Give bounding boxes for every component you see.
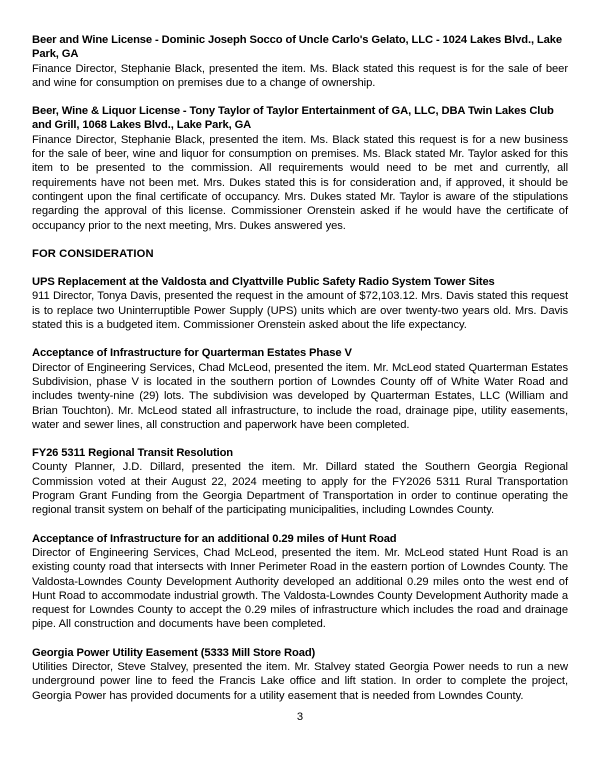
agenda-item-heading: Acceptance of Infrastructure for an additional 0.29 miles of Hunt Road [32, 532, 397, 545]
agenda-item-heading: Beer and Wine License - Dominic Joseph Socco of Uncle Carlo's Gelato, LLC - 1024 Lakes Blvd., Lake Park, GA [32, 34, 562, 61]
agenda-item-quarterman-estates-phase-v [32, 346, 568, 432]
agenda-item-body: 911 Director, Tonya Davis, presented the request in the amount of $72,103.12. Mrs. Davis stated this request is to replace two Uninterruptible Power Supply (UPS) units which are over twenty-two years old. Mrs. Davis stated this is a budgeted item. Commissioner Orenstein asked about the life expectancy. [32, 290, 568, 332]
page-number: 3 [296, 711, 304, 723]
agenda-item-body: Director of Engineering Services, Chad McLeod, presented the item. Mr. McLeod stated Quarterman Estates Subdivision, phase V is located in the southern portion of Lowndes County off of White Water Road and includes twenty-nine (29) lots. The subdivision was developed by Quarterman Estates, LLC (William and Brian Touchton). Mr. McLeod stated all infrastructure, to include the road, drainage pipe, utility easements, water and sewer lines, all construction and paperwork have been completed. [32, 361, 568, 431]
agenda-item-heading: Beer, Wine & Liquor License - Tony Taylor of Taylor Entertainment of GA, LLC, DBA Twin Lakes Club and Grill, 1068 Lakes Blvd., Lake Park, GA [32, 105, 554, 132]
agenda-item-heading: FY26 5311 Regional Transit Resolution [32, 447, 234, 460]
agenda-item-body: Finance Director, Stephanie Black, presented the item. Ms. Black stated this request is for a new business for the sale of beer, wine and liquor for consumption on premises. Ms. Black stated Mr. Taylor asked for this item to be presented to the commission. All requirements would need to be met and currently, all requirements have not been met. Mrs. Dukes stated this is for consideration and, if approved, it should be contingent upon the final certificate of occupancy. Mrs. Dukes stated Mr. Taylor is aware of the stipulations regarding the approval of this license. Commissioner Orenstein asked if he would have the certificate of occupancy prior to the next meeting, Mrs. Dukes answered yes. [32, 133, 568, 232]
document-body [32, 33, 568, 703]
agenda-item-fy26-5311-regional-transit-resolution [32, 446, 568, 517]
agenda-item-body: Utilities Director, Steve Stalvey, presented the item. Mr. Stalvey stated Georgia Power needs to run a new underground power line to feed the Francis Lake office and lift station. In order to complete the project, Georgia Power has provided documents for a utility easement that is needed from Lowndes County. [32, 660, 568, 702]
agenda-item-heading: Acceptance of Infrastructure for Quarterman Estates Phase V [32, 347, 352, 360]
agenda-item-heading: Georgia Power Utility Easement (5333 Mill Store Road) [32, 646, 316, 659]
agenda-item-georgia-power-utility-easement [32, 646, 568, 703]
agenda-item-body: Director of Engineering Services, Chad McLeod, presented the item. Mr. McLeod stated Hunt Road is an existing county road that intersects with Inner Perimeter Road in the eastern portion of Lowndes County. The Valdosta-Lowndes County Development Authority developed an additional 0.29 miles onto the west end of Hunt Road to accommodate industrial growth. The Valdosta-Lowndes County Development Authority made a request for Lowndes County to accept the 0.29 miles of infrastructure which includes the road and drainage pipe. All construction and documents have been completed. [32, 546, 568, 631]
agenda-item-ups-replacement [32, 275, 568, 332]
agenda-item-beer-wine-liquor-license-taylor [32, 104, 568, 233]
agenda-item-beer-and-wine-license-socco [32, 33, 568, 90]
agenda-item-body: Finance Director, Stephanie Black, presented the item. Ms. Black stated this request is for the sale of beer and wine for consumption on premises due to a change of ownership. [32, 62, 568, 89]
agenda-item-hunt-road-infrastructure [32, 532, 568, 632]
agenda-item-heading: UPS Replacement at the Valdosta and Clyattville Public Safety Radio System Tower Sites [32, 276, 495, 289]
agenda-item-body: County Planner, J.D. Dillard, presented the item. Mr. Dillard stated the Southern Georgia Regional Commission voted at their August 22, 2024 meeting to apply for the FY2026 5311 Rural Transportation Program Grant Funding from the Georgia Department of Transportation in order to continue operating the regional transit system on behalf of the participating municipalities, including Lowndes County. [32, 461, 568, 517]
section-heading-for-consideration: FOR CONSIDERATION [32, 247, 154, 260]
